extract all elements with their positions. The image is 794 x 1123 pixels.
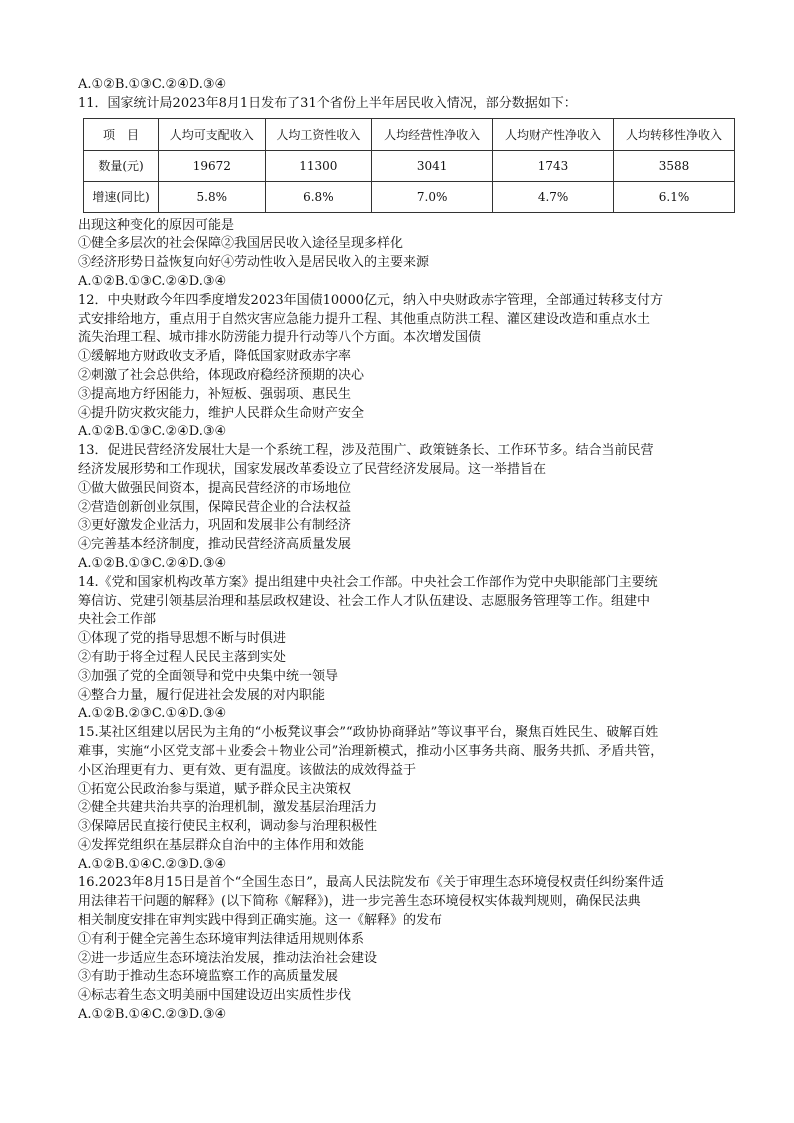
question-text: 筹信访、党建引领基层治理和基层政权建设、社会工作人才队伍建设、志愿服务管理等工作。组建中 xyxy=(78,593,651,609)
exam-page xyxy=(78,76,738,1025)
answer-options: A.①②B.①④C.②③D.③④ xyxy=(78,856,227,872)
table-header-cell: 人均工资性收入 xyxy=(265,118,372,150)
statement: ③加强了党的全面领导和党中央集中统一领导 xyxy=(78,668,339,684)
statement: ④提升防灾救灾能力，维护人民群众生命财产安全 xyxy=(78,405,365,421)
question-text: 难事，实施“小区党支部＋业委会＋物业公司”治理新模式，推动小区事务共商、服务共抓、矛盾共管， xyxy=(78,743,664,759)
statement: ②刺激了社会总供给，体现政府稳经济预期的决心 xyxy=(78,367,365,383)
q11-stem: 11．国家统计局2023年8月1日发布了31个省份上半年居民收入情况，部分数据如下： xyxy=(78,95,577,111)
answer-options: A.①②B.①③C.②④D.③④ xyxy=(78,555,227,571)
question-text: 流失治理工程、城市排水防涝能力提升行动等八个方面。本次增发国债 xyxy=(78,330,482,346)
statement: ③更好激发企业活力，巩固和发展非公有制经济 xyxy=(78,518,352,534)
q11-statements: ①健全多层次的社会保障②我国居民收入途径呈现多样化 xyxy=(78,236,404,252)
statement: ①有利于健全完善生态环境审判法律适用规则体系 xyxy=(78,931,365,947)
statement: ④发挥党组织在基层群众自治中的主体作用和效能 xyxy=(78,837,365,853)
statement: ②有助于将全过程人民民主落到实处 xyxy=(78,649,287,665)
question-text: 16.2023年8月15日是首个“全国生态日”，最高人民法院发布《关于审理生态环境侵权责任纠纷案件适 xyxy=(78,875,664,891)
table-cell: 19672 xyxy=(159,150,266,181)
question-text: 央社会工作部 xyxy=(78,612,157,628)
table-cell: 6.1% xyxy=(614,181,735,212)
q11-after-block xyxy=(78,217,738,292)
question-15 xyxy=(78,724,738,874)
question-16 xyxy=(78,874,738,1024)
question-text: 15.某社区组建以居民为主角的“小板凳议事会”“政协协商驿站”等议事平台，聚焦百姓民生、破解百姓 xyxy=(78,725,659,741)
table-header-cell: 人均可支配收入 xyxy=(159,118,266,150)
table-row xyxy=(84,150,735,181)
table-cell: 6.8% xyxy=(265,181,372,212)
table-cell: 3588 xyxy=(614,150,735,181)
table-cell: 增速(同比) xyxy=(84,181,159,212)
answer-options: A.①②B.①④C.②③D.③④ xyxy=(78,1007,227,1023)
question-text: 13．促进民营经济发展壮大是一个系统工程，涉及范围广、政策链条长、工作环节多。结合当前民营 xyxy=(78,443,654,459)
table-row xyxy=(84,181,735,212)
table-cell: 5.8% xyxy=(159,181,266,212)
question-text: 小区治理更有力、更有效、更有温度。该做法的成效得益于 xyxy=(78,762,417,778)
q10-options: A.①②B.①③C.②④D.③④ xyxy=(78,77,227,92)
question-text: 12．中央财政今年四季度增发2023年国债10000亿元，纳入中央财政赤字管理，全部通过转移支付方 xyxy=(78,292,663,308)
statement: ②进一步适应生态环境法治发展，推动法治社会建设 xyxy=(78,950,378,966)
question-text: 相关制度安排在审判实践中得到正确实施。这一《解释》的发布 xyxy=(78,913,443,929)
q11-prompt: 出现这种变化的原因可能是 xyxy=(78,217,235,233)
answer-options: A.①②B.①③C.②④D.③④ xyxy=(78,424,227,440)
answer-options: A.①②B.②③C.①④D.③④ xyxy=(78,706,227,722)
question-13 xyxy=(78,442,738,574)
table-cell: 11300 xyxy=(265,150,372,181)
statement: ②营造创新创业氛围，保障民营企业的合法权益 xyxy=(78,499,352,515)
question-12 xyxy=(78,292,738,442)
statement: ③保障居民直接行使民主权利，调动参与治理积极性 xyxy=(78,819,378,835)
question-text: 式安排给地方，重点用于自然灾害应急能力提升工程、其他重点防洪工程、灌区建设改造和重点水土 xyxy=(78,311,651,327)
table-cell: 数量(元) xyxy=(84,150,159,181)
table-cell: 4.7% xyxy=(493,181,614,212)
q11-options: A.①②B.①③C.②④D.③④ xyxy=(78,273,227,289)
statement: ③有助于推动生态环境监察工作的高质量发展 xyxy=(78,969,339,985)
statement: ④整合力量，履行促进社会发展的对内职能 xyxy=(78,687,326,703)
question-text: 用法律若干问题的解释》(以下简称《解释》)，进一步完善生态环境侵权实体裁判规则，确保民法典 xyxy=(78,894,641,910)
table-header-cell: 人均财产性净收入 xyxy=(493,118,614,150)
table-header-cell: 人均经营性净收入 xyxy=(372,118,493,150)
question-text: 14.《党和国家机构改革方案》提出组建中央社会工作部。中央社会工作部作为党中央职能部门主要统 xyxy=(78,574,658,590)
question-14 xyxy=(78,574,738,724)
statement: ④标志着生态文明美丽中国建设迈出实质性步伐 xyxy=(78,988,352,1004)
q11-statements: ③经济形势日益恢复向好④劳动性收入是居民收入的主要来源 xyxy=(78,255,430,271)
statement: ①体现了党的指导思想不断与时俱进 xyxy=(78,631,287,647)
question-text: 经济发展形势和工作现状，国家发展改革委设立了民营经济发展局。这一举措旨在 xyxy=(78,461,547,477)
statement: ①做大做强民间资本，提高民营经济的市场地位 xyxy=(78,480,352,496)
statement: ②健全共建共治共享的治理机制，激发基层治理活力 xyxy=(78,800,378,816)
statement: ③提高地方纾困能力，补短板、强弱项、惠民生 xyxy=(78,386,352,402)
table-header-cell: 人均转移性净收入 xyxy=(614,118,735,150)
statement: ①缓解地方财政收支矛盾，降低国家财政赤字率 xyxy=(78,349,352,365)
statement: ①拓宽公民政治参与渠道，赋予群众民主决策权 xyxy=(78,781,352,797)
income-table xyxy=(83,118,735,213)
table-header-row xyxy=(84,118,735,150)
table-cell: 3041 xyxy=(372,150,493,181)
table-cell: 1743 xyxy=(493,150,614,181)
table-cell: 7.0% xyxy=(372,181,493,212)
statement: ④完善基本经济制度，推动民营经济高质量发展 xyxy=(78,537,352,553)
table-header-cell: 项 目 xyxy=(84,118,159,150)
